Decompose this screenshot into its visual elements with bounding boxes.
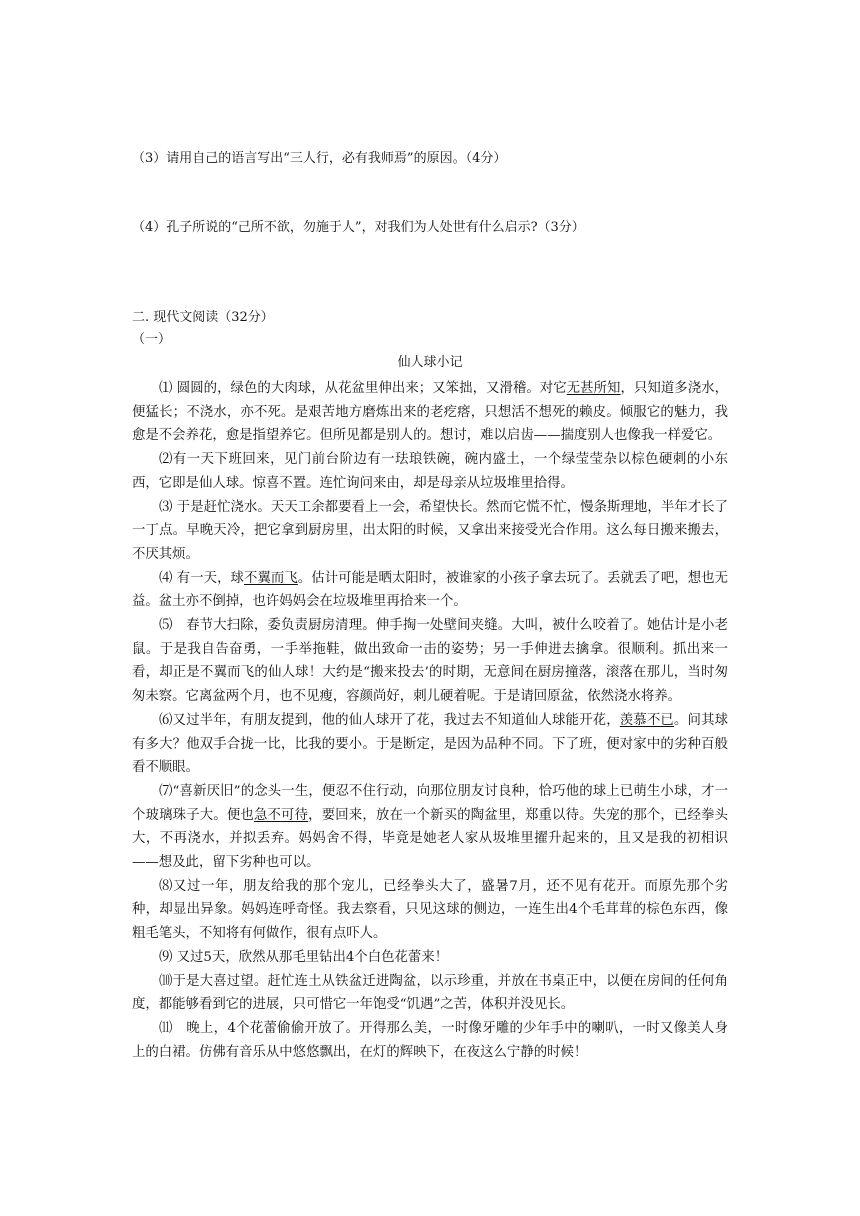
- paragraph-11: ⑾ 晚上，4个花蕾偷偷开放了。开得那么美，一时像牙雕的少年手中的喇叭，一时又像美人身上的白裙。仿佛有音乐从中悠悠飘出，在灯的辉映下，在夜这么宁静的时候！: [132, 1020, 728, 1060]
- underlined-phrase: 不翼而飞: [244, 570, 298, 586]
- section-subheading: （一）: [132, 332, 172, 347]
- paragraph-3: ⑶ 于是赶忙浇水。天天工余都要看上一会，希望快长。然而它慌不忙，慢条斯理地，半年才长了一丁点。早晚天冷，把它拿到厨房里，出太阳的时候，又拿出来接受光合作用。这么每日搬来搬去，不厌其烦。: [132, 499, 728, 562]
- article-body: [132, 377, 728, 1064]
- paragraph-5: ⑸ 春节大扫除，委负责厨房清理。伸手掏一处壁间夹缝。大叫，被什么咬着了。她估计是小老鼠。于是我自告奋勇，一手举拖鞋，做出致命一击的姿势；另一手伸进去擒拿。很顺利。抓出来一看，却正是不翼而飞的仙人球！大约是“搬来投去’的时期，无意间在厨房撞落，滚落在那儿，当时匆匆未察。它离盆两个月，也不见瘦，容颜尚好，刺儿硬着呢。于是请回原盆，依然浇水将养。: [132, 618, 728, 705]
- article-title: 仙人球小记: [397, 355, 463, 370]
- underlined-phrase: 羡慕不已: [619, 712, 674, 728]
- paragraph-6: ⑹又过半年，有朋友提到，他的仙人球开了花，我过去不知道仙人球能开花，羡慕不已。问其球有多大？他双手合拢一比，比我的要小。于是断定，是因为品种不同。下了班，便对家中的劣种百般看不顺眼。: [132, 712, 729, 776]
- section-heading: 二. 现代文阅读（32分）: [132, 310, 274, 325]
- paragraph-2: ⑵有一天下班回来，见门前台阶边有一珐琅铁碗，碗内盛土，一个绿莹莹杂以棕色硬刺的小东西，它即是仙人球。惊喜不置。连忙询问来由，却是母亲从垃圾堆里拾得。: [132, 452, 728, 491]
- question-4: （4）孔子所说的“己所不欲，勿施于人”，对我们为人处世有什么启示?（3分）: [132, 220, 585, 235]
- paragraph-1: ⑴ 圆圆的，绿色的大肉球，从花盆里伸出来；又笨拙，又滑稽。对它无甚所知，只知道多浇水，便猛长；不浇水，亦不死。是艰苦地方磨炼出来的老疙瘩，只想活不想死的赖皮。倾服它的魅力，我愈是不会养花，愈是指望养它。但所见都是别人的。想讨，难以启齿——揣度别人也像我一样爱它。: [132, 381, 729, 444]
- underlined-phrase: 无甚所知: [566, 381, 621, 396]
- paragraph-8: ⑻又过一年，朋友给我的那个宠儿，已经拳头大了，盛暑7月，还不见有花开。而原先那个劣种，却显出异象。妈妈连呼奇怪。我去察看，只见这球的侧边，一连生出4个毛茸茸的棕色东西，像粗毛笔头，不知将有何做作，很有点吓人。: [132, 878, 728, 942]
- paragraph-7: ⑺“喜新厌旧”的念头一生，便忍不住行动，向那位朋友讨良种，恰巧他的球上已萌生小球，才一个玻璃珠子大。便也急不可待，要回来，放在一个新买的陶盆里，郑重以待。失宠的那个，已经拳头大，不再浇水，并拟丢弃。妈妈舍不得，毕竟是她老人家从圾堆里擢升起来的，且又是我的初相识——想及此，留下劣种也可以。: [132, 783, 729, 871]
- paragraph-9: ⑼ 又过5天，欣然从那毛里钻出4个白色花蕾来！: [159, 949, 449, 965]
- paragraph-4: ⑷ 有一天，球不翼而飞。估计可能是晒太阳时，被谁家的小孩子拿去玩了。丢就丢了吧，想也无益。盆土亦不倒掉，也许妈妈会在垃圾堆里再拾来一个。: [132, 570, 729, 610]
- underlined-phrase: 急不可待: [253, 807, 309, 823]
- question-3: （3）请用自己的语言写出“三人行，必有我师焉”的原因。（4分）: [132, 151, 507, 166]
- paragraph-10: ⑽于是大喜过望。赶忙连土从铁盆迁进陶盆，以示珍重，并放在书桌正中，以便在房间的任何角度，都能够看到它的进展，只可惜它一年饱受“饥遇”之苦，体积并没见长。: [132, 973, 728, 1013]
